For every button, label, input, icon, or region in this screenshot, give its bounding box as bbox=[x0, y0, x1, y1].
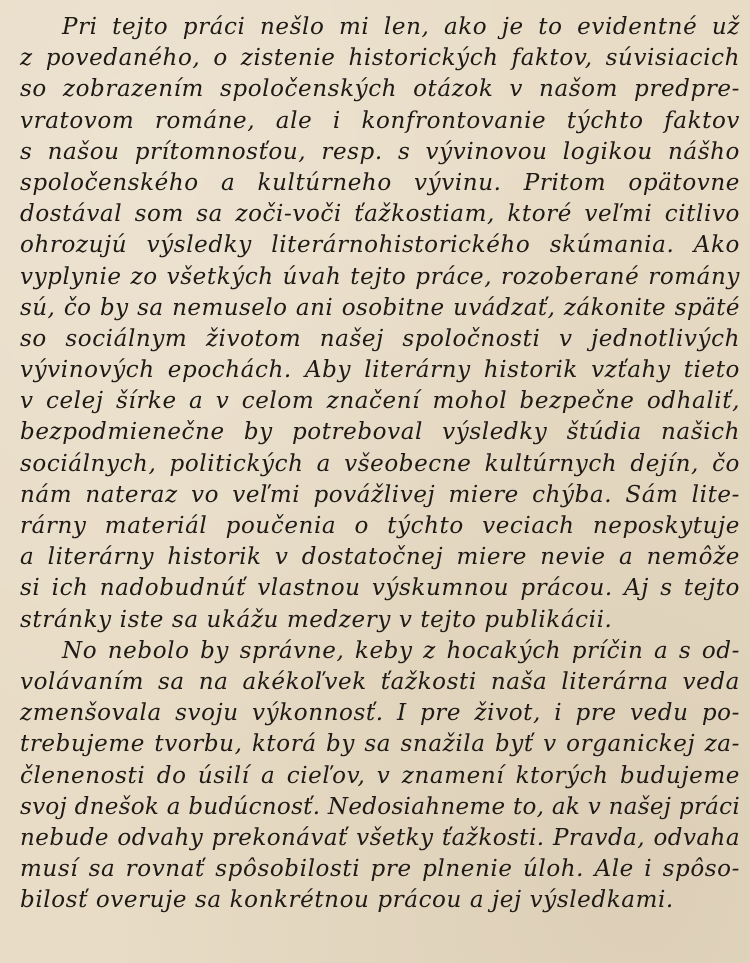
text-line: nebude odvahy prekonávať všetky ťažkosti. Pravda, odvaha bbox=[20, 824, 740, 851]
text-line: volávaním sa na akékoľvek ťažkosti naša literárna veda bbox=[20, 668, 740, 695]
body-text bbox=[20, 12, 740, 916]
text-line: z povedaného, o zistenie historických faktov, súvisiacich bbox=[20, 45, 740, 72]
text-line: bezpodmienečne by potreboval výsledky štúdia našich bbox=[20, 419, 740, 446]
text-line: vývinových epochách. Aby literárny historik vzťahy tieto bbox=[20, 357, 740, 384]
text-line: sociálnych, politických a všeobecne kultúrnych dejín, čo bbox=[20, 450, 740, 477]
text-line: s našou prítomnosťou, resp. s vývinovou logikou nášho bbox=[20, 138, 740, 165]
text-line: členenosti do úsilí a cieľov, v znamení ktorých budujeme bbox=[20, 762, 740, 789]
text-line: trebujeme tvorbu, ktorá by sa snažila byť v organickej za- bbox=[20, 731, 740, 758]
text-line: spoločenského a kultúrneho vývinu. Pritom opätovne bbox=[20, 169, 740, 196]
text-line: musí sa rovnať spôsobilosti pre plnenie úloh. Ale i spôso- bbox=[20, 856, 740, 883]
text-line: stránky iste sa ukážu medzery v tejto publikácii. bbox=[20, 606, 613, 633]
text-line: bilosť overuje sa konkrétnou prácou a jej výsledkami. bbox=[20, 887, 674, 914]
text-line: vratovom románe, ale i konfrontovanie týchto faktov bbox=[20, 107, 740, 134]
text-line: so zobrazením spoločenských otázok v našom predpre- bbox=[20, 76, 740, 103]
text-line: Pri tejto práci nešlo mi len, ako je to evidentné už bbox=[62, 14, 740, 40]
text-line: rárny materiál poučenia o týchto veciach neposkytuje bbox=[20, 513, 740, 539]
paragraph-2 bbox=[20, 636, 740, 917]
text-line: sú, čo by sa nemuselo ani osobitne uvádzať, zákonite späté bbox=[20, 294, 740, 321]
text-line: svoj dnešok a budúcnosť. Nedosiahneme to, ak v našej práci bbox=[20, 793, 741, 820]
text-line: vyplynie zo všetkých úvah tejto práce, rozoberané romány bbox=[20, 263, 740, 290]
text-line: ohrozujú výsledky literárnohistorického skúmania. Ako bbox=[20, 232, 740, 259]
text-line: dostával som sa zoči-voči ťažkostiam, ktoré veľmi citlivo bbox=[20, 201, 740, 228]
text-line: so sociálnym životom našej spoločnosti v jednotlivých bbox=[20, 325, 740, 352]
text-line: si ich nadobudnúť vlastnou výskumnou prácou. Aj s tejto bbox=[20, 575, 740, 602]
text-line: nám nateraz vo veľmi povážlivej miere chýba. Sám lite- bbox=[20, 481, 740, 508]
text-line: a literárny historik v dostatočnej miere nevie a nemôže bbox=[20, 544, 740, 571]
paragraph-1 bbox=[20, 12, 740, 636]
text-line: No nebolo by správne, keby z hocakých príčin a s od- bbox=[62, 637, 740, 664]
text-line: zmenšovala svoju výkonnosť. I pre život, i pre vedu po- bbox=[20, 700, 740, 727]
text-line: v celej šírke a v celom značení mohol bezpečne odhaliť, bbox=[20, 388, 740, 415]
